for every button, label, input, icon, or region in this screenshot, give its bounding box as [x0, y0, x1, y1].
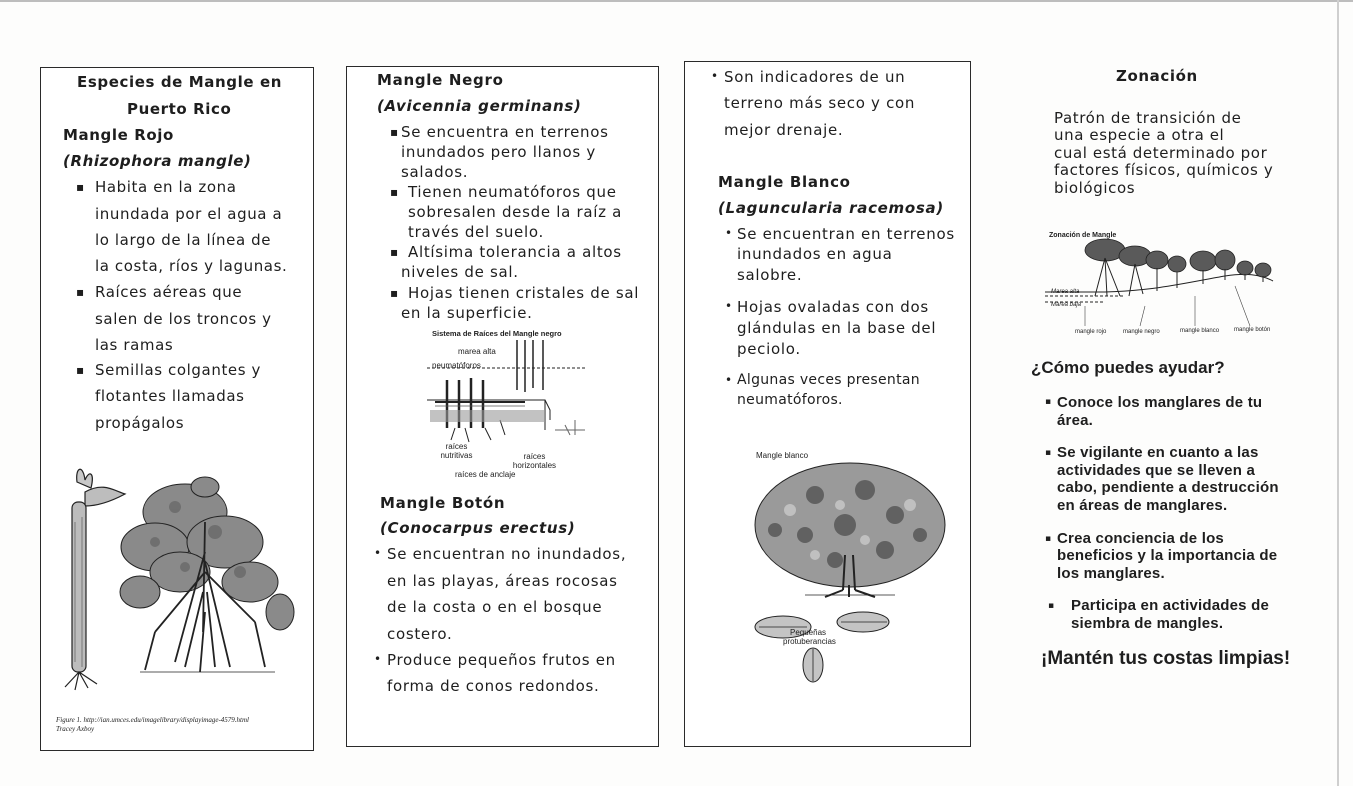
bullet-icon: ▪	[76, 363, 85, 377]
zone-label: mangle rojo	[1075, 329, 1107, 335]
text-line: mejor drenaje.	[724, 121, 844, 139]
text-line: Hojas ovaladas con dos	[737, 298, 929, 316]
bullet-icon: •	[374, 546, 382, 560]
text-line: las ramas	[95, 336, 174, 354]
text-line: de la costa o en el bosque	[387, 598, 603, 616]
zonacion-desc-line: una especie a otra el	[1054, 126, 1225, 144]
right-scan-line	[1337, 0, 1339, 786]
text-line: sobresalen desde la raíz a	[408, 203, 623, 221]
text-line: inundados pero llanos y	[401, 143, 596, 161]
text-line: glándulas en la base del	[737, 319, 937, 337]
brochure-title-line1: Especies de Mangle en	[77, 73, 283, 91]
text-line: salados.	[401, 163, 469, 181]
text-line: Produce pequeños frutos en	[387, 651, 616, 669]
text-line: Altísima tolerancia a altos	[408, 243, 622, 261]
text-line: inundados en agua	[737, 245, 893, 263]
bullet-icon: ▪	[1045, 534, 1052, 544]
help-line: beneficios y la importancia de	[1057, 547, 1278, 564]
diagram-label: neumatóforos	[432, 361, 481, 370]
bullet-icon: ▪	[390, 286, 399, 300]
bullet-icon: •	[725, 226, 733, 240]
help-line: Participa en actividades de	[1071, 597, 1269, 614]
bullet-icon: •	[725, 299, 733, 313]
figure-label: Mangle blanco	[756, 451, 809, 460]
zonation-diagram-title: Zonación de Mangle	[1049, 232, 1117, 239]
bullet-icon: ▪	[76, 285, 85, 299]
help-line: los manglares.	[1057, 565, 1165, 582]
figure-sublabel: Pequeñas	[790, 628, 827, 637]
text-line: peciolo.	[737, 340, 801, 358]
slogan: ¡Mantén tus costas limpias!	[1041, 648, 1291, 669]
diagram-label: raíces horizontales	[512, 452, 557, 470]
bullet-icon: •	[725, 373, 733, 387]
text-line: propágalos	[95, 414, 185, 432]
white-mangrove-tree-illustration	[745, 455, 960, 685]
species-latin: (Conocarpus erectus)	[380, 519, 576, 537]
figure-sublabel: protuberancias	[783, 637, 836, 646]
text-line: Se encuentran no inundados,	[387, 545, 627, 563]
diagram-label: raíces de anclaje	[455, 470, 516, 479]
text-line: Son indicadores de un	[724, 68, 906, 86]
top-scan-line	[0, 0, 1353, 2]
species-heading: Mangle Negro	[377, 71, 504, 89]
bullet-icon: ▪	[390, 185, 399, 199]
text-line: inundada por el agua a	[95, 205, 283, 223]
zonacion-desc-line: factores físicos, químicos y	[1054, 161, 1274, 179]
zonacion-title: Zonación	[1116, 67, 1198, 85]
text-line: flotantes llamadas	[95, 387, 245, 405]
zonacion-desc-line: biológicos	[1054, 179, 1136, 197]
diagram-title: Sistema de Raíces del Mangle negro	[432, 329, 562, 338]
species-latin: (Avicennia germinans)	[377, 97, 582, 115]
text-line: la costa, ríos y lagunas.	[95, 257, 288, 275]
red-mangrove-illustration	[55, 462, 300, 692]
text-line: en la superficie.	[401, 304, 533, 322]
species-latin: (Laguncularia racemosa)	[718, 199, 944, 217]
text-line: Se encuentran en terrenos	[737, 225, 955, 243]
text-line: Se encuentra en terrenos	[401, 123, 609, 141]
help-line: Conoce los manglares de tu	[1057, 394, 1263, 411]
zone-label: mangle botón	[1234, 327, 1271, 333]
bullet-icon: ▪	[1045, 448, 1052, 458]
text-line: terreno más seco y con	[724, 94, 916, 112]
species-heading: Mangle Blanco	[718, 173, 851, 191]
help-heading: ¿Cómo puedes ayudar?	[1031, 358, 1225, 377]
help-line: en áreas de manglares.	[1057, 497, 1228, 514]
tide-label: Marea alta	[1051, 289, 1080, 295]
tide-label: Marea baja	[1051, 302, 1082, 308]
bullet-icon: ▪	[1045, 397, 1052, 407]
text-line: Hojas tienen cristales de sal	[408, 284, 640, 302]
text-line: niveles de sal.	[401, 263, 519, 281]
diagram-label: raíces nutritivas	[440, 442, 473, 460]
help-line: siembra de mangles.	[1071, 615, 1224, 632]
zone-label: mangle negro	[1123, 329, 1160, 335]
species-latin: (Rhizophora mangle)	[63, 152, 252, 170]
species-heading: Mangle Rojo	[63, 126, 174, 144]
text-line: Tienen neumatóforos que	[408, 183, 617, 201]
bullet-icon: ▪	[1048, 601, 1055, 611]
text-line: Habita en la zona	[95, 178, 237, 196]
diagram-label: marea alta	[458, 347, 496, 356]
help-line: cabo, pendiente a destrucción	[1057, 479, 1279, 496]
figure-caption: Figure 1. http://ian.umces.edu/imagelibrary/displayimage-4579.html Tracey Axboy	[56, 716, 249, 733]
text-line: Algunas veces presentan	[737, 372, 920, 388]
text-line: neumatóforos.	[737, 392, 843, 408]
text-line: Semillas colgantes y	[95, 361, 262, 379]
text-line: través del suelo.	[408, 223, 544, 241]
bullet-icon: ▪	[390, 245, 399, 259]
text-line: salobre.	[737, 266, 803, 284]
help-line: Se vigilante en cuanto a las	[1057, 444, 1259, 461]
text-line: lo largo de la línea de	[95, 231, 272, 249]
text-line: salen de los troncos y	[95, 310, 272, 328]
bullet-icon: •	[711, 69, 719, 83]
help-line: Crea conciencia de los	[1057, 530, 1224, 547]
text-line: en las playas, áreas rocosas	[387, 572, 618, 590]
zone-label: mangle blanco	[1180, 328, 1220, 334]
zonacion-desc-line: Patrón de transición de	[1054, 109, 1242, 127]
text-line: forma de conos redondos.	[387, 677, 600, 695]
help-line: actividades que se lleven a	[1057, 462, 1255, 479]
mangrove-zonation-diagram	[1045, 236, 1275, 341]
bullet-icon: ▪	[390, 125, 399, 139]
bullet-icon: ▪	[76, 180, 85, 194]
zonacion-desc-line: cual está determinado por	[1054, 144, 1268, 162]
text-line: Raíces aéreas que	[95, 283, 243, 301]
text-line: costero.	[387, 625, 453, 643]
bullet-icon: •	[374, 652, 382, 666]
species-heading: Mangle Botón	[380, 494, 506, 512]
help-line: área.	[1057, 412, 1094, 429]
brochure-title-line2: Puerto Rico	[127, 100, 232, 118]
